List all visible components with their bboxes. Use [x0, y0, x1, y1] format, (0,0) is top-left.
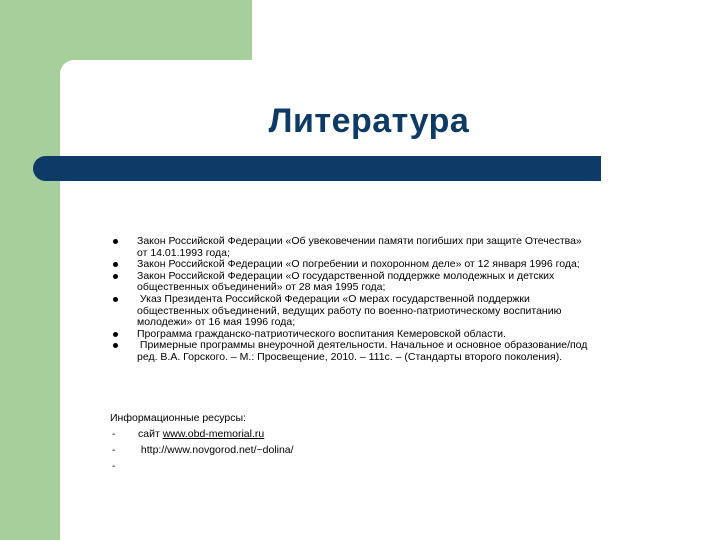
list-item: Закон Российской Федерации «О государственной поддержке молодежных и детских общественных объединений» от 28 мая 1995 года;	[110, 271, 670, 294]
bullet-icon	[113, 274, 118, 279]
title-underline-bar	[33, 156, 601, 181]
list-item: Закон Российской Федерации «Об увековечении памяти погибших при защите Отечества» от 14.01.1993 года;	[110, 236, 670, 259]
info-resources	[110, 410, 670, 474]
bullet-icon	[113, 343, 118, 348]
slide-title: Литература	[268, 102, 470, 140]
reference-list	[110, 236, 670, 364]
dash-marker: -	[112, 460, 116, 472]
list-item: Закон Российской Федерации «О погребении и похоронном деле» от 12 января 1996 года;	[110, 259, 670, 271]
list-item: Указ Президента Российской Федерации «О мерах государственной поддержки общественных объединений, ведущих работу по военно-патриотическому воспитанию молодежи» от 16 мая 1996 года;	[110, 294, 670, 329]
resource-item	[110, 442, 670, 458]
bullet-icon	[113, 332, 118, 337]
dash-marker: -	[112, 428, 116, 440]
resource-item	[110, 426, 670, 442]
resources-heading: Информационные ресурсы:	[110, 412, 246, 424]
list-item: Программа гражданско-патриотического воспитания Кемеровской области.	[110, 329, 670, 341]
list-item: Примерные программы внеурочной деятельности. Начальное и основное образование/под ред. В.А. Горского. – М.: Просвещение, 2010. – 111с. – (Стандарты второго поколения).	[110, 340, 670, 363]
bullet-icon	[113, 239, 118, 244]
bullet-icon	[113, 297, 118, 302]
obd-memorial-link[interactable]: www.obd-memorial.ru	[162, 428, 265, 440]
dash-marker: -	[112, 444, 116, 456]
resource-item	[110, 458, 670, 474]
novgorod-link[interactable]: http://www.novgorod.net/~dolina/	[138, 444, 294, 456]
bullet-icon	[113, 262, 118, 267]
resource-label: сайт	[138, 428, 163, 440]
